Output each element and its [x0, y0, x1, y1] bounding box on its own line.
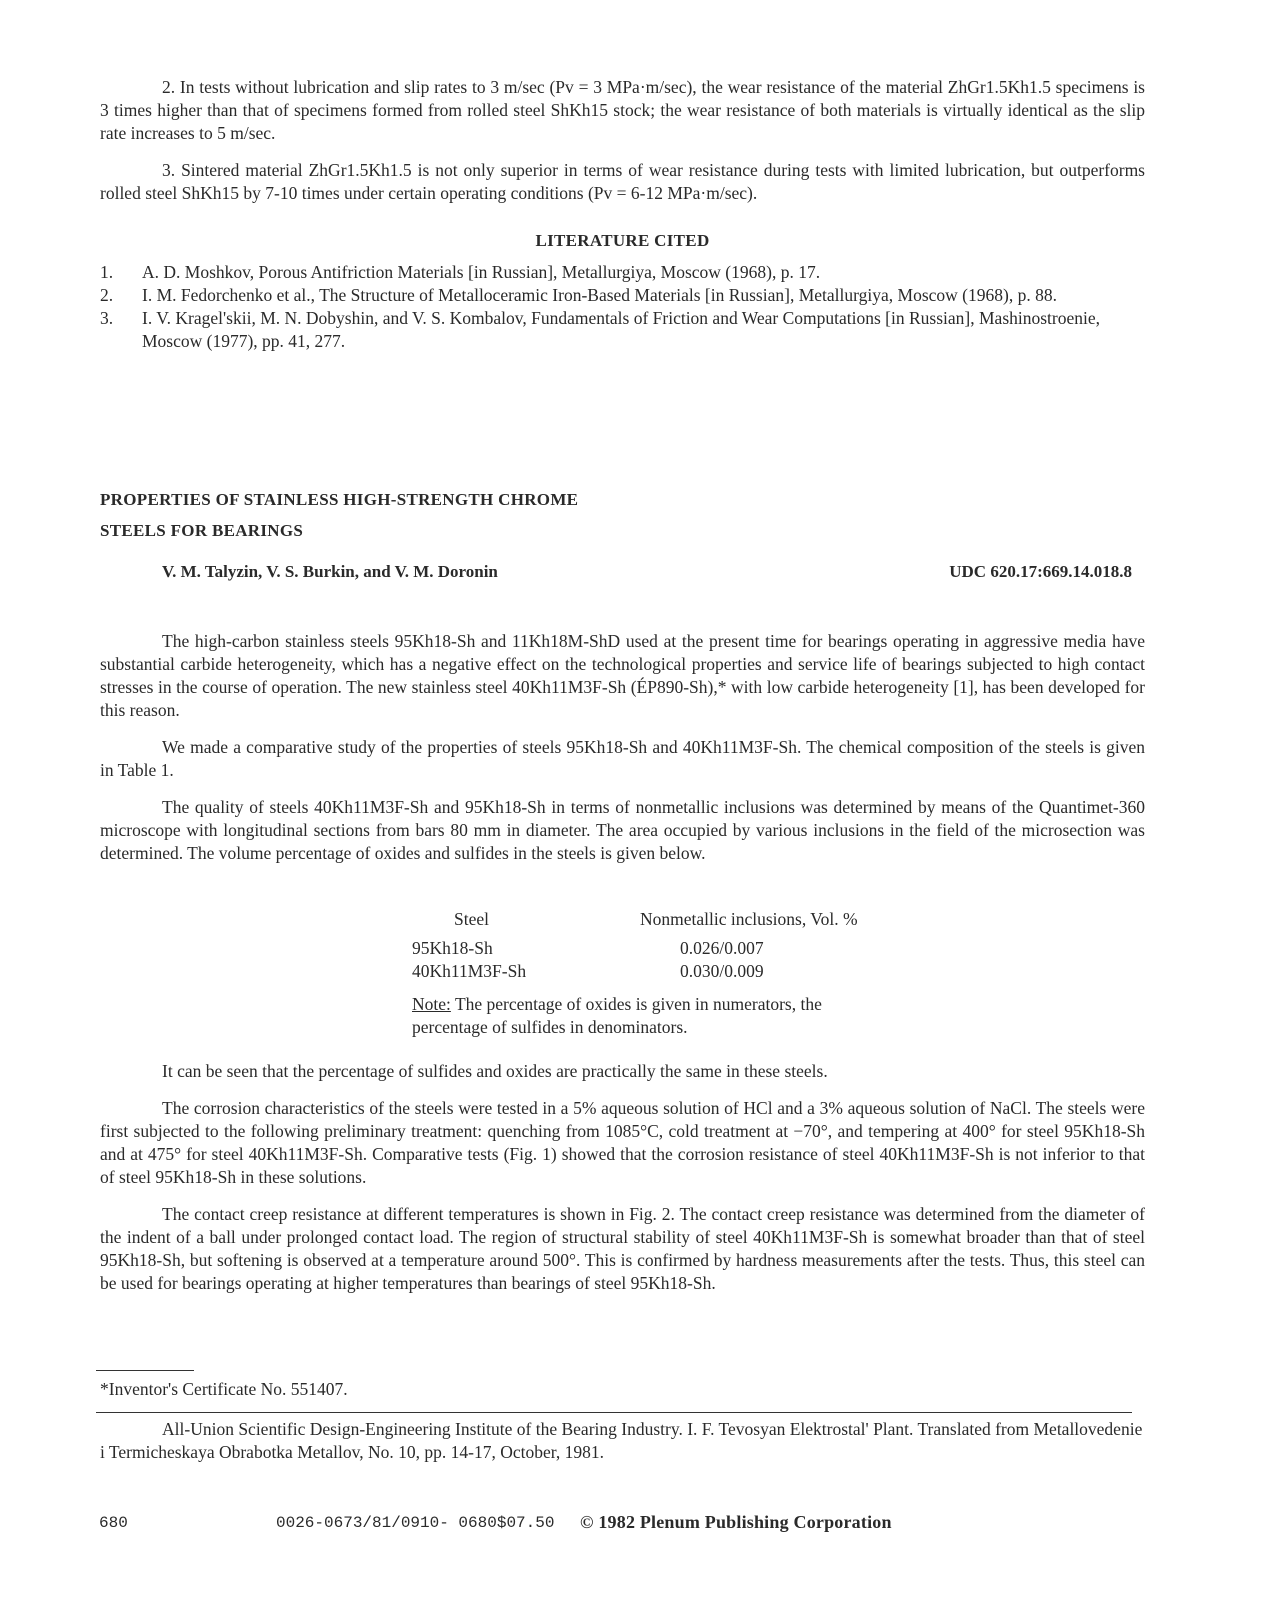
table-header-steel: Steel — [454, 909, 489, 929]
intro-section — [100, 630, 1145, 865]
affiliation-divider — [96, 1412, 1132, 1413]
reference-text: I. M. Fedorchenko et al., The Structure of Metalloceramic Iron-Based Materials [in Russian], Metallurgiya, Moscow (1968), p. 88. — [142, 285, 1057, 305]
copyright-notice: © 1982 Plenum Publishing Corporation — [580, 1512, 892, 1532]
footnote: *Inventor's Certificate No. 551407. — [100, 1379, 348, 1399]
table-header-row — [412, 908, 912, 931]
table-note-text: The percentage of oxides is given in numerators, the percentage of sulfides in denominators. — [412, 994, 822, 1037]
article-title-line-2: STEELS FOR BEARINGS — [100, 521, 304, 540]
reference-number: 3. — [100, 308, 114, 328]
reference-item — [100, 284, 1145, 307]
udc-code: UDC 620.17:669.14.018.8 — [949, 562, 1132, 581]
page-number: 680 — [99, 1514, 128, 1532]
table-note — [412, 993, 892, 1039]
table-row — [412, 960, 912, 983]
table-header-inclusions: Nonmetallic inclusions, Vol. % — [640, 909, 858, 929]
table-cell-value: 0.026/0.007 — [680, 938, 764, 958]
literature-heading: LITERATURE CITED — [535, 231, 710, 250]
article-title-line-1: PROPERTIES OF STAINLESS HIGH-STRENGTH CHROME — [100, 490, 579, 509]
conclusions-section — [100, 76, 1145, 205]
table-note-label: Note: — [412, 994, 451, 1014]
reference-item — [100, 307, 1145, 353]
results-paragraph: It can be seen that the percentage of sulfides and oxides are practically the same in these steels. — [162, 1061, 828, 1081]
table-cell-steel: 40Kh11M3F-Sh — [412, 961, 527, 981]
conclusion-paragraph-2: 2. In tests without lubrication and slip rates to 3 m/sec (Pv = 3 MPa·m/sec), the wear resistance of the material ZhGr1.5Kh1.5 specimens is 3 times higher than that of specimens formed from rolled steel ShKh15 stock; the wear resistance of both materials is virtually identical as the slip rate increases to 5 m/sec. — [100, 77, 1145, 143]
reference-list — [100, 261, 1145, 353]
article-title — [100, 484, 900, 546]
reference-text: I. V. Kragel'skii, M. N. Dobyshin, and V. S. Kombalov, Fundamentals of Friction and Wear Computations [in Russian], Mashinostroenie, Moscow (1977), pp. 41, 277. — [142, 308, 1101, 351]
reference-text: A. D. Moshkov, Porous Antifriction Materials [in Russian], Metallurgiya, Moscow (1968), p. 17. — [142, 262, 821, 282]
table-cell-value: 0.030/0.009 — [680, 961, 764, 981]
table-row — [412, 937, 912, 960]
table-cell-steel: 95Kh18-Sh — [412, 938, 493, 958]
conclusion-paragraph-3: 3. Sintered material ZhGr1.5Kh1.5 is not only superior in terms of wear resistance during tests with limited lubrication, but outperforms rolled steel ShKh15 by 7-10 times under certain operating conditions (Pv = 6-12 MPa·m/sec). — [100, 160, 1145, 203]
reference-number: 2. — [100, 285, 114, 305]
reference-number: 1. — [100, 262, 114, 282]
affiliation-text: All-Union Scientific Design-Engineering Institute of the Bearing Industry. I. F. Tevosyan Elektrostal' Plant. Translated from Metallovedenie i Termicheskaya Obrabotka Metallov, No. 10, pp. 14-17, October, 1981. — [100, 1419, 1143, 1462]
affiliation-block — [100, 1418, 1145, 1464]
article-authors: V. M. Talyzin, V. S. Burkin, and V. M. Doronin — [162, 562, 498, 581]
footnote-divider — [96, 1370, 194, 1371]
intro-paragraph: The quality of steels 40Kh11M3F-Sh and 95Kh18-Sh in terms of nonmetallic inclusions was determined by means of the Quantimet-360 microscope with longitudinal sections from bars 80 mm in diameter. The area occupied by various inclusions in the field of the microsection was determined. The volume percentage of oxides and sulfides in the steels is given below. — [100, 797, 1145, 863]
reference-item — [100, 261, 1145, 284]
results-paragraph: The contact creep resistance at different temperatures is shown in Fig. 2. The contact creep resistance was determined from the diameter of the indent of a ball under prolonged contact load. The region of structural stability of steel 40Kh11M3F-Sh is somewhat broader than that of steel 95Kh18-Sh, but softening is observed at a temperature around 500°. This is confirmed by hardness measurements after the tests. Thus, this steel can be used for bearings operating at higher temperatures than bearings of steel 95Kh18-Sh. — [100, 1204, 1145, 1293]
results-paragraph: The corrosion characteristics of the steels were tested in a 5% aqueous solution of HCl and a 3% aqueous solution of NaCl. The steels were first subjected to the following preliminary treatment: quenching from 1085°C, cold treatment at −70°, and tempering at 400° for steel 95Kh18-Sh and at 475° for steel 40Kh11M3F-Sh. Comparative tests (Fig. 1) showed that the corrosion resistance of steel 40Kh11M3F-Sh is not inferior to that of steel 95Kh18-Sh in these solutions. — [100, 1098, 1145, 1187]
article-code: 0026-0673/81/0910- 0680$07.50 — [276, 1514, 555, 1532]
inclusions-table — [412, 908, 912, 1039]
intro-paragraph: We made a comparative study of the properties of steels 95Kh18-Sh and 40Kh11M3F-Sh. The chemical composition of the steels is given in Table 1. — [100, 737, 1145, 780]
intro-paragraph: The high-carbon stainless steels 95Kh18-Sh and 11Kh18M-ShD used at the present time for bearings operating in aggressive media have substantial carbide heterogeneity, which has a negative effect on the technological properties and service life of bearings subjected to high contact stresses in the course of operation. The new stainless steel 40Kh11M3F-Sh (ÉP890-Sh),* with low carbide heterogeneity [1], has been developed for this reason. — [100, 631, 1145, 720]
results-section — [100, 1060, 1145, 1295]
